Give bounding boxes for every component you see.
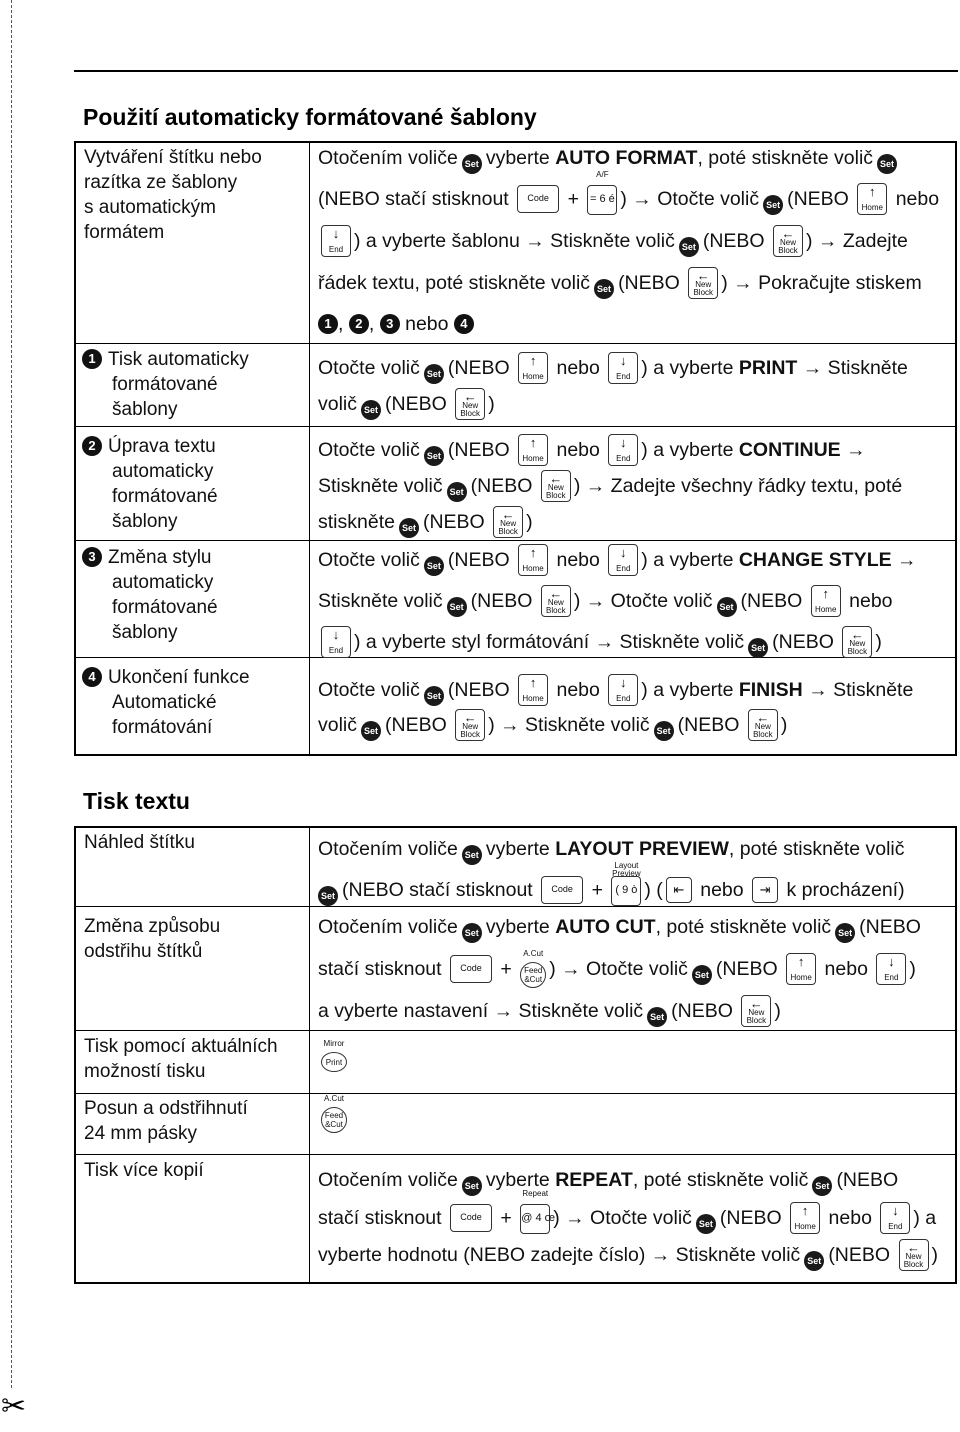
- home-key: ↑ Home: [518, 674, 548, 706]
- row-3-label: 3 Změna stylu automaticky formátované šablony: [82, 545, 297, 645]
- section-title-auto-format: Použití automaticky formátované šablony: [83, 104, 537, 130]
- set-icon: Set: [804, 1251, 824, 1271]
- new-block-key: ← New Block: [773, 225, 803, 257]
- feed-cut-label: Posun a odstřihnutí 24 mm pásky: [84, 1098, 248, 1144]
- end-key: ↓ End: [608, 674, 638, 706]
- home-key: ↑ Home: [518, 544, 548, 576]
- set-icon: Set: [748, 638, 768, 658]
- set-icon: Set: [447, 597, 467, 617]
- home-key: ↑ Home: [786, 953, 816, 985]
- end-key: ↓ End: [321, 626, 351, 658]
- code-key: Code: [450, 955, 492, 983]
- number-badge-2: 2: [82, 436, 102, 456]
- set-icon: Set: [462, 845, 482, 865]
- set-icon: Set: [594, 279, 614, 299]
- new-block-key: ← New Block: [455, 709, 485, 741]
- set-icon: Set: [361, 721, 381, 741]
- new-block-key: ← New Block: [899, 1239, 929, 1271]
- number-badge-3: 3: [82, 547, 102, 567]
- intro-label: Vytváření štítku nebo razítka ze šablony s automatickým formátem: [84, 147, 262, 243]
- feed-key-block: [318, 1094, 350, 1133]
- home-key: ↑ Home: [518, 352, 548, 384]
- row-4-label: 4 Ukončení funkce Automatické formátování: [82, 665, 297, 740]
- set-icon: Set: [462, 154, 482, 174]
- set-icon: Set: [717, 597, 737, 617]
- set-icon: Set: [399, 518, 419, 538]
- set-icon: Set: [647, 1007, 667, 1027]
- new-block-key: ← New Block: [493, 506, 523, 538]
- feed-cut-key: A.Cut Feed &Cut: [321, 1107, 347, 1133]
- print-key-block: [318, 1039, 350, 1072]
- auto-format-table: Vytváření štítku nebo razítka ze šablony s automatickým formátem 1 Tisk automaticky formátované šablony 2 Úprava textu automaticky formátované šablony 3 Změna stylu automaticky formátované šablony 4 Ukončení funkce Automatické formátování Otočením voliče Set vyberte AUTO FORMAT, poté stiskněte volič Set (NEBO stačí stisknout Code + A/F = 6 é ) → Otočte volič Set (NEBO ↑ Home nebo ↓ End ) a vyberte šablonu → Stiskněte volič Set (NEBO ← New Block ) → Zadejte řádek textu, poté stiskněte volič Set (NEBO ← New Block ) → Pokračujte stiskem 1 , 2 , 3 nebo 4 Otočte volič Set (NEBO ↑ Home nebo ↓ End ) a vyberte PRINT → Stiskněte volič Set (NEBO ← New Block ) Otočte volič Set (NEBO ↑ Home nebo ↓ End ) a vyberte CONTINUE → Stiskněte volič Set (NEBO ← New Block ) → Zadejte všechny řádky textu, poté stiskněte Set (NEBO ← New Block ) Otočte volič Set (NEBO ↑ Home nebo ↓ End ) a vyberte CHANGE STYLE → Stiskněte volič Set (NEBO ← New Block ) → Otočte volič Set (NEBO ↑ Home nebo ↓ End ) a vyberte styl formátování → Stiskněte volič Set (NEBO ← New Block ) Otočte volič Set (NEBO ↑ Home nebo ↓ End ) a vyberte FINISH → Stiskněte volič Set (NEBO ← New Block ) → Stiskněte volič Set (NEBO ← New Block ): [74, 141, 957, 756]
- set-icon: Set: [318, 886, 338, 906]
- home-key: ↑ Home: [790, 1202, 820, 1234]
- end-key: ↓ End: [608, 434, 638, 466]
- number-badge-4: 4: [82, 667, 102, 687]
- new-block-key: ← New Block: [455, 388, 485, 420]
- layout-preview-key: Layout Preview ( 9 ò: [611, 876, 641, 906]
- cut-mode-label: Změna způsobu odstřihu štítků: [84, 916, 221, 962]
- af-key: A/F = 6 é: [587, 185, 617, 215]
- home-key: ↑ Home: [811, 585, 841, 617]
- new-block-key: ← New Block: [541, 585, 571, 617]
- preview-label: Náhled štítku: [84, 832, 195, 853]
- home-key: ↑ Home: [857, 183, 887, 215]
- code-key: Code: [517, 185, 559, 213]
- new-block-key: ← New Block: [748, 709, 778, 741]
- repeat-key: Repeat @ 4 œ: [520, 1204, 550, 1234]
- set-icon: Set: [835, 923, 855, 943]
- set-icon: Set: [462, 923, 482, 943]
- cut-line: [11, 0, 12, 1388]
- row-2-label: 2 Úprava textu automaticky formátované šablony: [82, 434, 297, 534]
- set-icon: Set: [692, 965, 712, 985]
- set-icon: Set: [424, 446, 444, 466]
- set-icon: Set: [424, 686, 444, 706]
- code-key: Code: [541, 876, 583, 904]
- number-badge-1: 1: [82, 349, 102, 369]
- scissors-icon: ✂: [1, 1389, 27, 1424]
- left-arrow-key: ⇤: [666, 877, 692, 903]
- set-icon: Set: [447, 482, 467, 502]
- set-icon: Set: [877, 154, 897, 174]
- print-key: Mirror Print: [321, 1052, 347, 1072]
- row-1-label: 1 Tisk automaticky formátované šablony: [82, 347, 297, 422]
- set-icon: Set: [763, 195, 783, 215]
- end-key: ↓ End: [876, 953, 906, 985]
- print-current-label: Tisk pomocí aktuálních možností tisku: [84, 1036, 278, 1082]
- new-block-key: ← New Block: [541, 470, 571, 502]
- right-arrow-key: ⇥: [752, 877, 778, 903]
- copies-label: Tisk více kopií: [84, 1160, 204, 1181]
- end-key: ↓ End: [321, 225, 351, 257]
- new-block-key: ← New Block: [688, 267, 718, 299]
- section-title-print-text: Tisk textu: [83, 788, 190, 814]
- set-icon: Set: [424, 556, 444, 576]
- set-icon: Set: [812, 1176, 832, 1196]
- feed-cut-key: A.Cut Feed &Cut: [520, 962, 546, 988]
- home-key: ↑ Home: [518, 434, 548, 466]
- print-text-table: Náhled štítku Změna způsobu odstřihu štítků Tisk pomocí aktuálních možností tisku Posun a odstřihnutí 24 mm pásky Tisk více kopií Otočením voliče Set vyberte LAYOUT PREVIEW, poté stiskněte volič Set (NEBO stačí stisknout Code + Layout Preview ( 9 ò ) ( ⇤ nebo ⇥ k procházení) Otočením voliče Set vyberte AUTO CUT, poté stiskněte volič Set (NEBO stačí stisknout Code + A.Cut Feed &Cut ) → Otočte volič Set (NEBO ↑ Home nebo ↓ End ) a vyberte nastavení → Stiskněte volič Set (NEBO ← New Block ) Mirror Print A.Cut Feed &Cut Otočením voliče Set vyberte REPEAT, poté stiskněte volič Set (NEBO stačí stisknout Code + Repeat @ 4 œ ) → Otočte volič Set (NEBO ↑ Home nebo ↓ End ) a vyberte hodnotu (NEBO zadejte číslo) → Stiskněte volič Set (NEBO ← New Block ): [74, 826, 957, 1284]
- end-key: ↓ End: [608, 352, 638, 384]
- new-block-key: ← New Block: [741, 995, 771, 1027]
- end-key: ↓ End: [880, 1202, 910, 1234]
- set-icon: Set: [424, 364, 444, 384]
- set-icon: Set: [654, 721, 674, 741]
- new-block-key: ← New Block: [842, 626, 872, 658]
- end-key: ↓ End: [608, 544, 638, 576]
- set-icon: Set: [462, 1176, 482, 1196]
- code-key: Code: [450, 1204, 492, 1232]
- set-icon: Set: [361, 400, 381, 420]
- top-rule: [74, 70, 958, 72]
- set-icon: Set: [679, 237, 699, 257]
- set-icon: Set: [696, 1214, 716, 1234]
